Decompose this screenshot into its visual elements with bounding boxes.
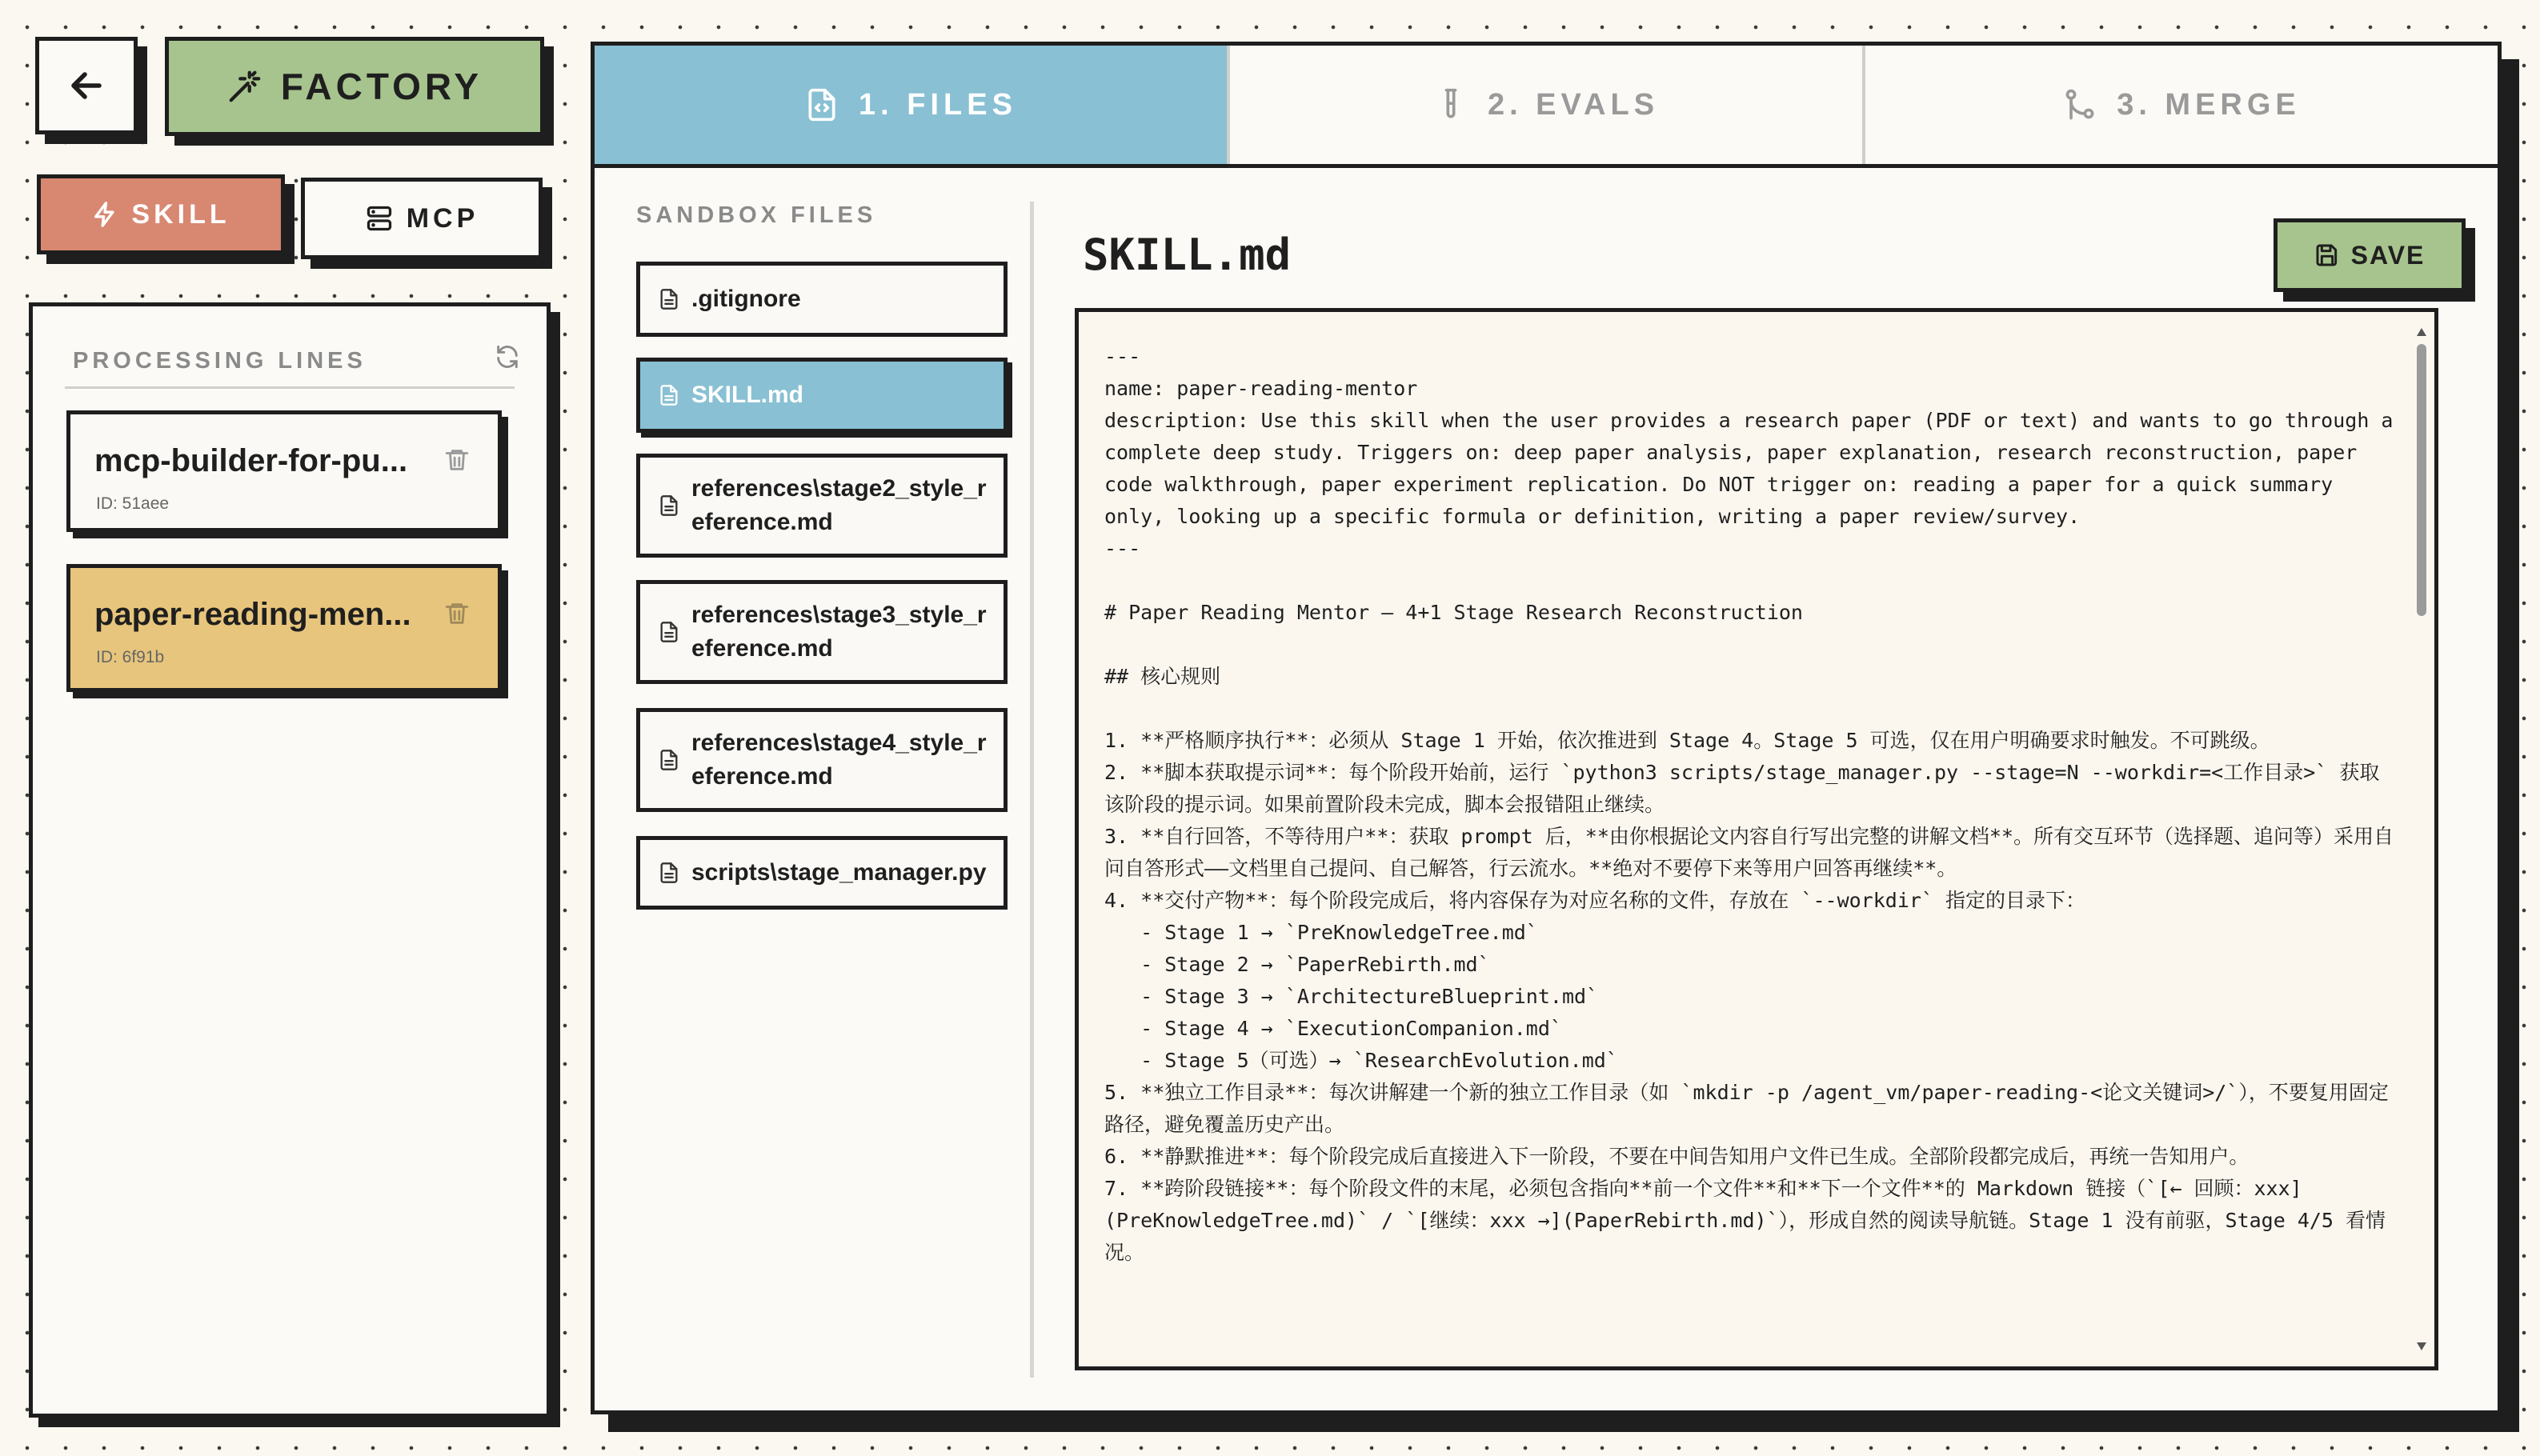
- test-tube-icon: [1433, 87, 1468, 122]
- wand-icon: [226, 68, 263, 105]
- save-button[interactable]: [2274, 218, 2466, 292]
- git-merge-icon: [2062, 87, 2097, 122]
- processing-lines-divider: [65, 386, 515, 389]
- file-icon: [658, 288, 680, 310]
- processing-line-card-selected[interactable]: [66, 564, 502, 692]
- file-name: references\stage3_style_reference.md: [691, 602, 987, 662]
- skill-mode-label: SKILL: [131, 198, 230, 230]
- file-item[interactable]: [636, 708, 1008, 812]
- file-icon: [658, 621, 680, 643]
- back-button[interactable]: [35, 37, 138, 134]
- scroll-up-arrow[interactable]: [2417, 328, 2426, 336]
- processing-lines-title: PROCESSING LINES: [73, 348, 367, 374]
- file-icon: [658, 749, 680, 771]
- arrow-left-icon: [67, 66, 106, 105]
- file-icon: [658, 494, 680, 517]
- trash-icon[interactable]: [443, 600, 471, 627]
- factory-button[interactable]: [165, 37, 544, 136]
- editor-textarea[interactable]: [1075, 308, 2438, 1370]
- tab-files-label: 1. FILES: [859, 87, 1017, 122]
- file-name: references\stage4_style_reference.md: [691, 730, 987, 790]
- server-icon: [365, 204, 394, 233]
- sandbox-files-title: SANDBOX FILES: [636, 202, 877, 228]
- tab-merge-label: 3. MERGE: [2117, 87, 2301, 122]
- save-label: SAVE: [2350, 240, 2426, 270]
- skill-mode-tab[interactable]: [37, 174, 285, 254]
- tab-evals-label: 2. EVALS: [1487, 87, 1660, 122]
- trash-icon[interactable]: [443, 446, 471, 474]
- editor-content[interactable]: --- name: paper-reading-mentor description: Use this skill when the user provides a research paper (PDF or text) and wants to go through a complete deep study. Triggers on: deep paper analysis, paper explanation, research reconstruction, paper code walkthrough, paper experiment replication. Do NOT trigger on: reading a paper for a quick summary only, looking up a specific formula or definition, writing a paper review/survey. --- # Paper Reading Mentor — 4+1 Stage Research Reconstruction ## 核心规则 1. **严格顺序执行**：必须从 Stage 1 开始，依次推进到 Stage 4。Stage 5 可选，仅在用户明确要求时触发。不可跳级。 2. **脚本获取提示词**：每个阶段开始前，运行 `python3 scripts/stage_manager.py --stage=N --workdir=<工作目录>` 获取该阶段的提示词。如果前置阶段未完成，脚本会报错阻止继续。 3. **自行回答，不等待用户**：获取 prompt 后，**由你根据论文内容自行写出完整的讲解文档**。所有交互环节（选择题、追问等）采用自问自答形式——文档里自己提问、自己解答，行云流水。**绝对不要停下来等用户回答再继续**。 4. **交付产物**：每个阶段完成后，将内容保存为对应名称的文件，存放在 `--workdir` 指定的目录下： - Stage 1 → `PreKnowledgeTree.md` - Stage 2 → `PaperRebirth.md` - Stage 3 → `ArchitectureBlueprint.md` - Stage 4 → `ExecutionCompanion.md` - Stage 5（可选）→ `ResearchEvolution.md` 5. **独立工作目录**：每次讲解建一个新的独立工作目录（如 `mkdir -p /agent_vm/paper-reading-<论文关键词>/`），不要复用固定路径，避免覆盖历史产出。 6. **静默推进**：每个阶段完成后直接进入下一阶段，不要在中间告知用户文件已生成。全部阶段都完成后，再统一告知用户。 7. **跨阶段链接**：每个阶段文件的末尾，必须包含指向**前一个文件**和**下一个文件**的 Markdown 链接（`[← 回顾：xxx](PreKnowledgeTree.md)` / `[继续：xxx →](PaperRebirth.md)`），形成自然的阅读导航链。Stage 1 没有前驱，Stage 4/5 看情况。: [1104, 345, 2394, 1264]
- processing-line-name: mcp-builder-for-pu...: [94, 443, 408, 478]
- processing-line-name: paper-reading-men...: [94, 597, 411, 632]
- file-code-icon: [804, 87, 839, 122]
- file-name: references\stage2_style_reference.md: [691, 475, 987, 535]
- tab-merge[interactable]: [1865, 46, 2498, 164]
- main-panel: [591, 42, 2502, 1414]
- processing-line-id: ID: 6f91b: [96, 648, 165, 666]
- editor-file-title: SKILL.md: [1083, 230, 1292, 280]
- processing-line-card[interactable]: [66, 410, 502, 532]
- editor-scrollbar[interactable]: [2415, 328, 2428, 1350]
- tab-evals[interactable]: [1230, 46, 1865, 164]
- file-item[interactable]: [636, 836, 1008, 910]
- sidebar-divider: [1030, 202, 1034, 1378]
- file-name: SKILL.md: [691, 382, 803, 408]
- file-name: .gitignore: [691, 286, 801, 312]
- mcp-mode-tab[interactable]: [301, 178, 543, 259]
- processing-lines-panel: [29, 302, 551, 1418]
- file-name: scripts\stage_manager.py: [691, 859, 987, 886]
- file-item[interactable]: [636, 262, 1008, 337]
- file-icon: [658, 862, 680, 884]
- file-item-active[interactable]: [636, 358, 1008, 433]
- file-icon: [658, 384, 680, 406]
- save-icon: [2314, 242, 2340, 268]
- stage-tabs: [595, 46, 2498, 168]
- file-item[interactable]: [636, 580, 1008, 684]
- bolt-icon: [91, 201, 118, 228]
- refresh-icon[interactable]: [494, 343, 521, 370]
- factory-label: FACTORY: [280, 66, 483, 107]
- file-item[interactable]: [636, 454, 1008, 558]
- mcp-mode-label: MCP: [406, 202, 479, 234]
- processing-line-id: ID: 51aee: [96, 494, 170, 513]
- scroll-thumb[interactable]: [2417, 344, 2426, 616]
- scroll-down-arrow[interactable]: [2417, 1342, 2426, 1350]
- tab-files[interactable]: [595, 46, 1230, 164]
